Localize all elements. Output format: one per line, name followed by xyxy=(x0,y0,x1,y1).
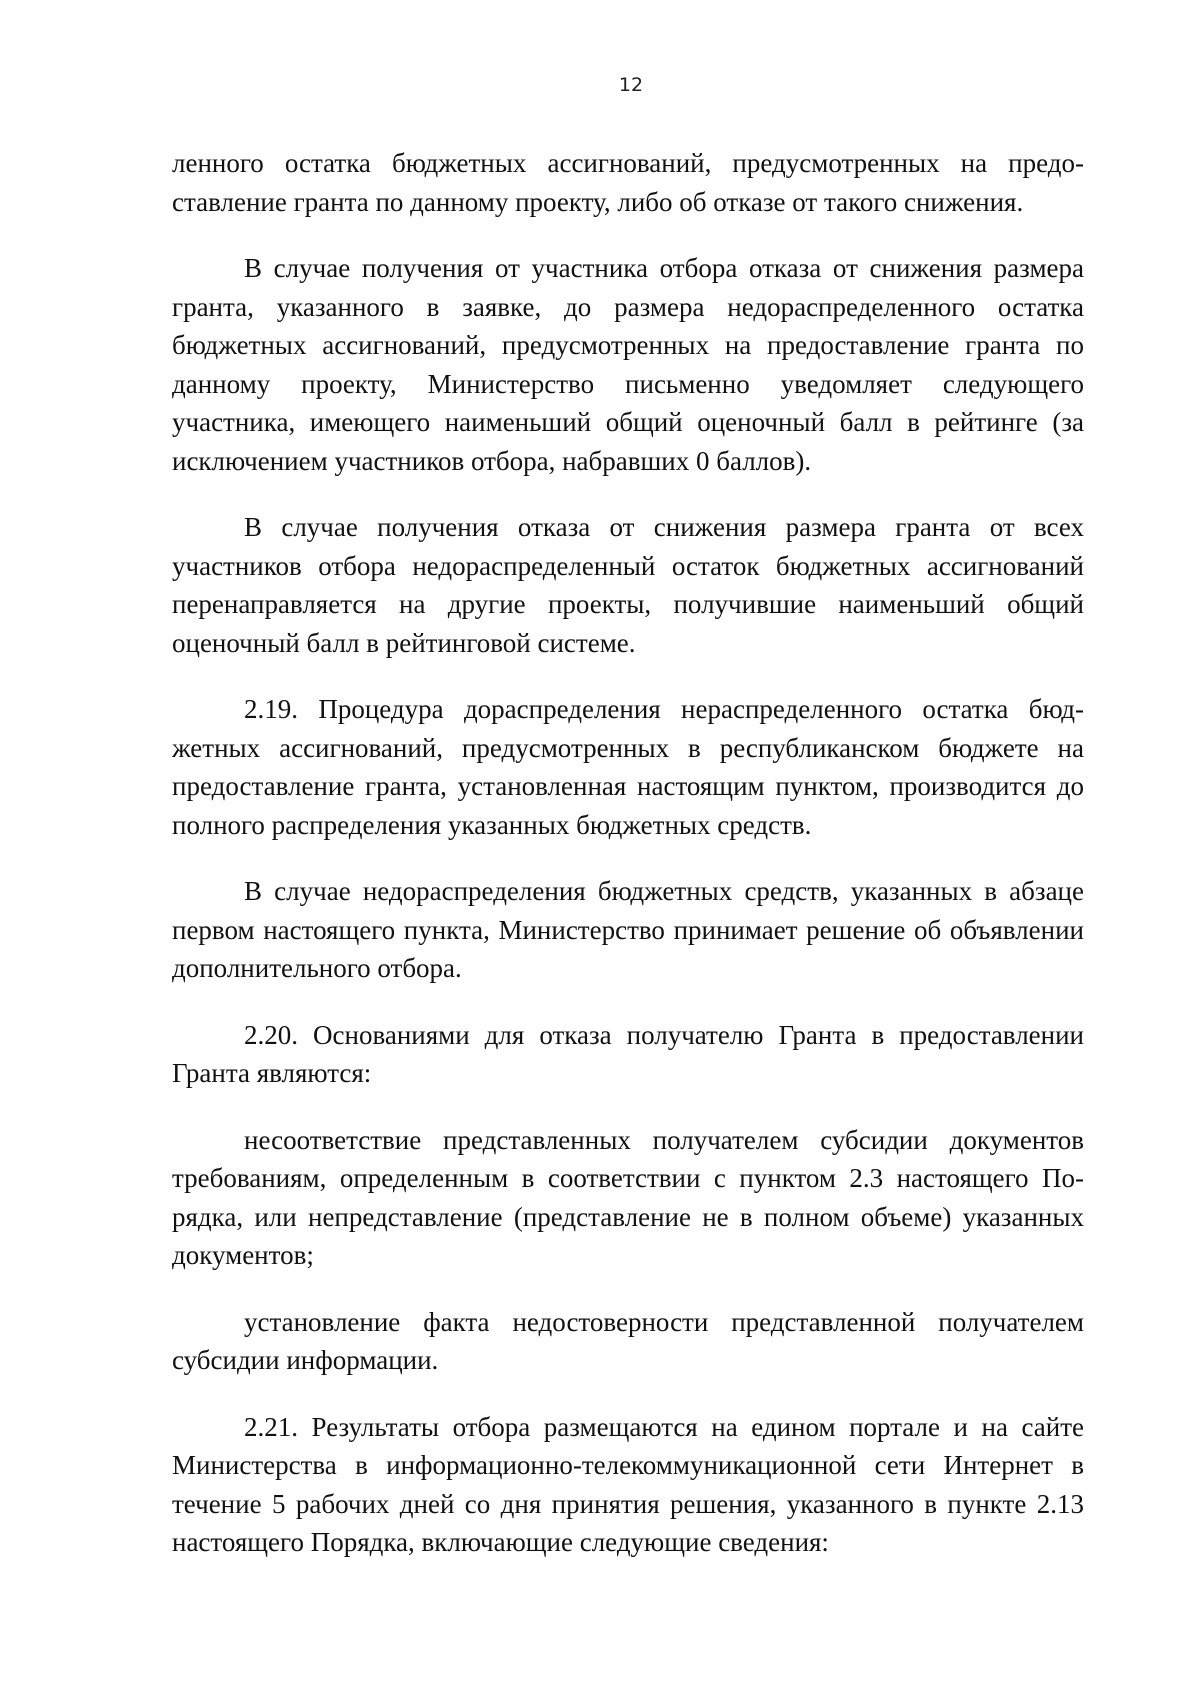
paragraph-ground-false-information: установление факта недостоверности представленной получателем субсидии информации. xyxy=(172,1306,1084,1375)
paragraph-additional-selection: В случае недораспределения бюджетных средств, указанных в абзаце первом настоящего пункта, Министерство принимает решение об объявлении дополнительного отбора. xyxy=(172,876,1084,983)
paragraph-refusal-all-participants: В случае получения отказа от снижения размера гранта от всех участников отбора недораспределенный остаток бюджетных ассигнований перенаправляется на другие проекты, получившие наименьший общий оценочный балл в рейтинговой системе. xyxy=(172,512,1084,658)
paragraph-clause-2-21: 2.21. Результаты отбора размещаются на едином портале и на сайте Министерства в информационно-телекоммуникационной сети Интернет в течение 5 рабочих дней со дня принятия решения, указанного в пункте 2.13 настоящего Порядка, включающие следующие сведения: xyxy=(172,1411,1084,1557)
paragraph-continuation: ленного остатка бюджетных ассигнований, предусмотренных на предоставление гранта по данному проекту, либо об отказе от такого снижения. xyxy=(172,148,1084,217)
paragraph-clause-2-19: 2.19. Процедура дораспределения нераспределенного остатка бюджетных ассигнований, предусмотренных в республиканском бюджете на предоставление гранта, установленная настоящим пунктом, производится до полного распределения указанных бюджетных средств. xyxy=(172,694,1084,840)
page-number: 12 xyxy=(618,74,644,96)
paragraph-clause-2-20: 2.20. Основаниями для отказа получателю Гранта в предоставлении Гранта являются: xyxy=(172,1019,1084,1088)
document-body xyxy=(172,144,1084,1590)
paragraph-refusal-next-participant: В случае получения от участника отбора отказа от снижения размера гранта, указанного в заявке, до размера недораспределенного остатка бюджетных ассигнований, предусмотренных на предоставление гранта по данному проекту, Министерство письменно уведомляет следующего участника, имеющего наименьший общий оценочный балл в рейтинге (за исключением участников отбора, набравших 0 баллов). xyxy=(172,253,1084,476)
paragraph-ground-nonconformity: несоответствие представленных получателем субсидии документов требованиям, определенным в соответствии с пунктом 2.3 настоящего Порядка, или непредставление (представление не в полном объеме) указанных документов; xyxy=(172,1124,1084,1270)
